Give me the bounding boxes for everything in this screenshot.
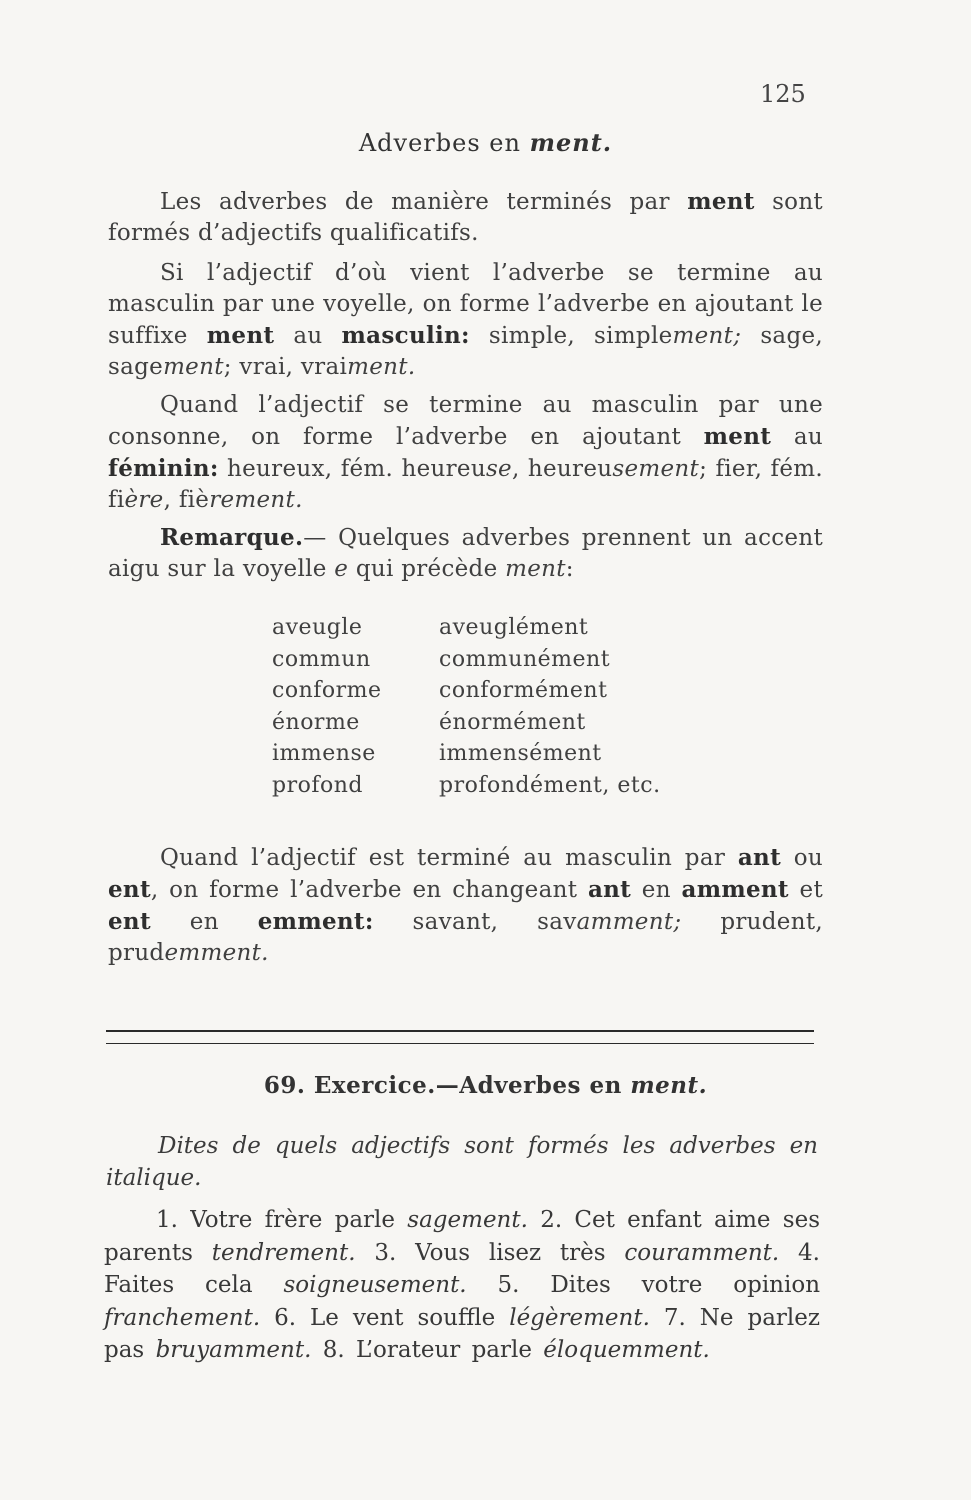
table-row — [272, 738, 699, 770]
sentence: 4. Faites cela soigneusement. — [104, 1239, 820, 1298]
page-number: 125 — [760, 80, 806, 108]
adjective-cell: conforme — [272, 678, 382, 703]
adverb-cell: énormément — [439, 709, 586, 735]
paragraph-masculine-rule: Si l’adjectif d’où vient l’adverbe se termine au masculin par une voyelle, on forme l’adverbe en ajoutant le suffixe ment au masculin: simple, simplement; sage, sagement; vrai, vraiment. — [108, 260, 823, 380]
sentence: 8. L’orateur parle éloquemment. — [322, 1337, 710, 1363]
table-row — [272, 644, 699, 676]
paragraph-feminine-rule: Quand l’adjectif se termine au masculin par une consonne, on forme l’adverbe en ajoutant ment au féminin: heureux, fém. heureuse, heureusement; fier, fém. fière, fièrement. — [108, 392, 823, 513]
section-divider — [106, 1043, 814, 1044]
paragraph-ant-ent-rule: Quand l’adjectif est terminé au masculin par ant ou ent, on forme l’adverbe en changeant ant en amment et ent en emment: savant, savamment; prudent, prudemment. — [108, 844, 824, 966]
adverb-cell: profondément, etc. — [439, 772, 661, 798]
adverb-cell: communément — [439, 646, 611, 672]
remark-label: Remarque. — [160, 524, 304, 551]
paragraph-remark: Remarque.— Quelques adverbes prennent un accent aigu sur la voyelle e qui précède ment: — [108, 524, 823, 582]
sentence: 7. Ne parlez pas bruyamment. — [104, 1304, 821, 1363]
adjective-cell: commun — [272, 646, 371, 672]
sentence: 3. Vous lisez très couramment. — [374, 1239, 780, 1266]
adverb-examples-table — [272, 612, 699, 801]
table-row — [272, 675, 699, 707]
adjective-cell: immense — [272, 741, 376, 766]
section-title-text: Adverbes en — [358, 129, 530, 157]
section-divider — [106, 1030, 814, 1032]
adverb-cell: conformément — [439, 678, 608, 703]
exercise-sentences — [104, 1204, 820, 1367]
paragraph-definition: Les adverbes de manière terminés par ment sont formés d’adjectifs qualificatifs. — [108, 188, 823, 246]
sentence: 6. Le vent souffle légèrement. — [274, 1304, 650, 1331]
adverb-cell: immensément — [439, 741, 602, 766]
section-title — [0, 128, 971, 157]
section-title-italic: ment. — [529, 128, 613, 157]
sentence: 1. Votre frère parle sagement. — [156, 1207, 528, 1233]
adverb-cell: aveuglément — [439, 615, 589, 640]
adjective-cell: profond — [272, 772, 363, 798]
exercise-title: 69. Exercice.—Adverbes en ment. — [263, 1072, 708, 1099]
adjective-cell: énorme — [272, 709, 360, 735]
table-row — [272, 707, 699, 739]
table-row — [272, 612, 699, 644]
exercise-instructions: Dites de quels adjectifs sont formés les adverbes en italique. — [106, 1133, 818, 1191]
sentence: 2. Cet enfant aime ses parents tendrement. — [104, 1207, 821, 1266]
table-row — [272, 770, 699, 802]
adjective-cell: aveugle — [272, 615, 363, 640]
sentence: 5. Dites votre opinion franchement. — [104, 1272, 821, 1331]
